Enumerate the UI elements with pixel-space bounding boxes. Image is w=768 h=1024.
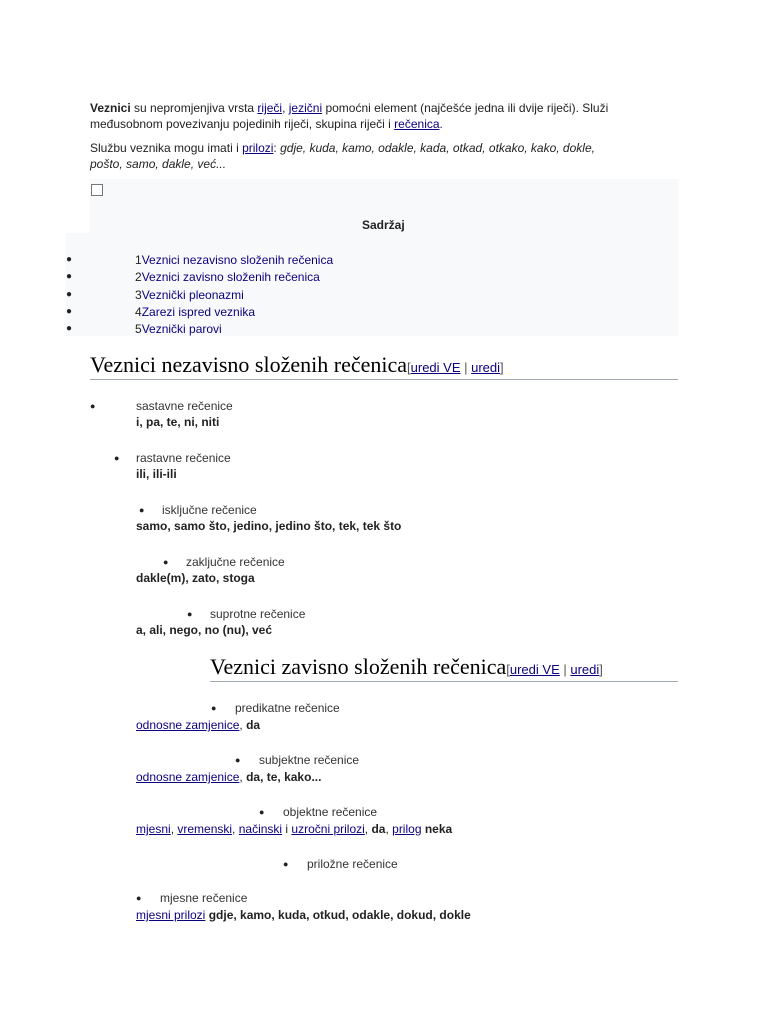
bullet-icon: ● <box>235 755 241 765</box>
list-item-label: zaključne rečenice <box>186 555 285 569</box>
link-prilozi[interactable]: prilozi <box>242 141 274 155</box>
bullet-icon: ● <box>90 401 96 411</box>
bullet-icon: ● <box>139 505 145 515</box>
edit-link[interactable]: uredi <box>570 662 600 677</box>
link-vremenski[interactable]: vremenski <box>177 822 233 836</box>
heading-divider <box>90 379 678 380</box>
section1-heading <box>90 352 504 378</box>
edit-ve-link[interactable]: uredi VE <box>509 662 560 677</box>
link-recenica[interactable]: rečenica <box>394 117 440 131</box>
intro-term: Veznici <box>90 101 131 115</box>
link-uzrocni-prilozi[interactable]: uzročni prilozi <box>291 822 365 836</box>
bullet-icon: ● <box>66 306 73 317</box>
link-mjesni-prilozi[interactable]: mjesni prilozi <box>136 908 206 922</box>
intro-paragraph-2: Službu veznika mogu imati i prilozi: gdje, kuda, kamo, odakle, kada, otkad, otkako, kako, dokle, pošto, samo, dakle, već... <box>90 141 595 171</box>
list-item-label: sastavne rečenice <box>136 399 233 413</box>
heading-divider <box>210 681 678 682</box>
list-item-label: predikatne rečenice <box>235 701 340 715</box>
list-item-content: odnosne zamjenice, da, te, kako... <box>136 770 322 784</box>
list-item-content: a, ali, nego, no (nu), već <box>136 623 273 637</box>
list-item-label: rastavne rečenice <box>136 451 231 465</box>
bullet-icon: ● <box>66 254 73 265</box>
section-heading: Veznici zavisno složenih rečenica[uredi VE | uredi] <box>210 654 603 679</box>
intro-paragraph: Veznici su nepromjenjiva vrsta riječi, jezični pomoćni element (najčešće jedna ili dvije riječi). Služi međusobnom povezivanju pojedinih riječi, skupina riječi i rečenica. <box>90 101 609 131</box>
list-item-content: ili, ili-ili <box>136 467 177 481</box>
section-heading: Veznici nezavisno složenih rečenica[uredi VE | uredi] <box>90 352 504 377</box>
link-jezicni[interactable]: jezični <box>288 101 323 115</box>
bullet-icon: ● <box>163 557 169 567</box>
section2-heading <box>210 654 603 680</box>
link-nacinski[interactable]: načinski <box>238 822 283 836</box>
list-item-content: odnosne zamjenice, da <box>136 718 261 732</box>
list-item-content: samo, samo što, jedino, jedino što, tek, tek što <box>136 519 402 533</box>
list-item-content: mjesni, vremenski, načinski i uzročni prilozi, da, prilog neka <box>136 822 453 836</box>
bullet-icon: ● <box>211 703 217 713</box>
bullet-icon: ● <box>187 609 193 619</box>
bullet-icon: ● <box>259 807 265 817</box>
bullet-icon: ● <box>136 893 142 903</box>
list-item-label: priložne rečenice <box>307 857 398 871</box>
list-item-label: suprotne rečenice <box>210 607 306 621</box>
bullet-icon: ● <box>283 859 289 869</box>
toc-toggle-checkbox[interactable] <box>91 184 103 196</box>
list-item-label: objektne rečenice <box>283 805 378 819</box>
bullet-icon: ● <box>66 271 73 282</box>
bullet-icon: ● <box>114 453 120 463</box>
toc-title: Sadržaj <box>362 218 405 232</box>
list-item-label: isključne rečenice <box>162 503 257 517</box>
link-rijeci[interactable]: riječi <box>257 101 283 115</box>
list-item-content: dakle(m), zato, stoga <box>136 571 255 585</box>
bullet-icon: ● <box>66 289 73 300</box>
list-item-label: subjektne rečenice <box>259 753 360 767</box>
edit-link[interactable]: uredi <box>471 360 501 375</box>
list-item-content: i, pa, te, ni, niti <box>136 415 220 429</box>
list-item-label: mjesne rečenice <box>160 891 248 905</box>
link-odnosne-zamjenice[interactable]: odnosne zamjenice <box>136 770 240 784</box>
bullet-icon: ● <box>66 323 73 334</box>
edit-ve-link[interactable]: uredi VE <box>410 360 461 375</box>
link-prilog[interactable]: prilog <box>392 822 422 836</box>
link-mjesni[interactable]: mjesni <box>136 822 171 836</box>
link-odnosne-zamjenice[interactable]: odnosne zamjenice <box>136 718 240 732</box>
list-item-content: mjesni prilozi gdje, kamo, kuda, otkud, odakle, dokud, dokle <box>136 908 471 922</box>
